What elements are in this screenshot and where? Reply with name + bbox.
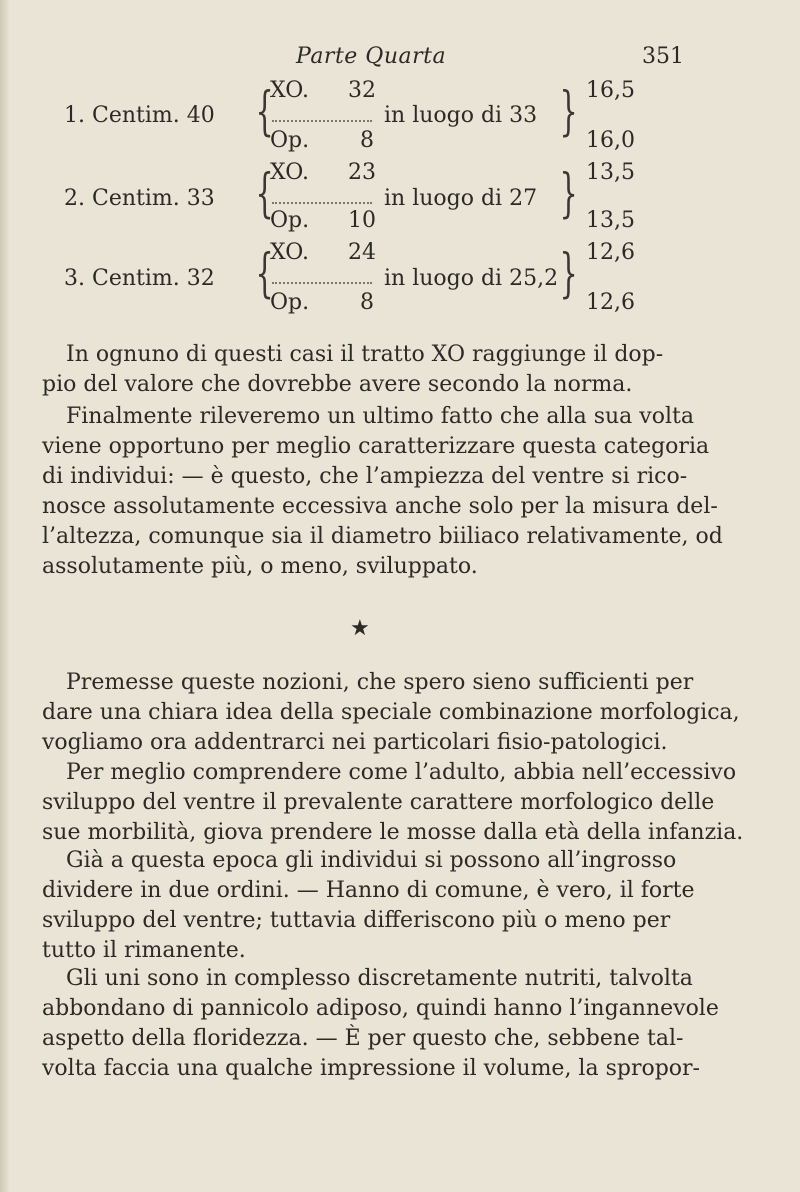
xo-value: 24 [348, 240, 376, 265]
text-line: In ognuno di questi casi il tratto XO raggiunge il dop- [66, 342, 664, 367]
right-value-bottom: 13,5 [586, 208, 635, 233]
paragraph-1 [42, 340, 678, 400]
paragraph-6 [42, 964, 719, 1084]
text-line: Già a questa epoca gli individui si possono all’ingrosso [66, 848, 677, 873]
left-brace: { [255, 164, 274, 224]
text-line: Premesse queste nozioni, che spero sieno sufficienti per [66, 670, 694, 695]
text-line: abbondano di pannicolo adiposo, quindi hanno l’ingannevole [42, 996, 719, 1021]
paragraph-3 [42, 668, 740, 758]
text-line: dividere in due ordini. — Hanno di comune, è vero, il forte [42, 878, 695, 903]
left-brace: { [255, 82, 274, 142]
text-line: pio del valore che dovrebbe avere secondo la norma. [42, 372, 633, 397]
page-binding-edge [0, 0, 10, 1192]
right-value-top: 16,5 [586, 78, 635, 103]
paragraph-4 [42, 758, 744, 848]
text-line: sviluppo del ventre; tuttavia differiscono più o meno per [42, 908, 671, 933]
text-line: vogliamo ora addentrarci nei particolari fisio-patologici. [42, 730, 668, 755]
op-value: 8 [360, 128, 374, 153]
text-line: assolutamente più, o meno, sviluppato. [42, 554, 478, 579]
page-number: 351 [642, 44, 684, 69]
right-value-bottom: 12,6 [586, 290, 635, 315]
text-line: sue morbilità, giova prendere le mosse dalla età della infanzia. [42, 820, 744, 845]
op-label: Op. [270, 128, 310, 153]
row-label: 2. Centim. 33 [64, 186, 215, 211]
right-brace: } [559, 164, 578, 224]
right-brace: } [559, 82, 578, 142]
right-value-bottom: 16,0 [586, 128, 635, 153]
xo-value: 32 [348, 78, 376, 103]
text-line: dare una chiara idea della speciale combinazione morfologica, [42, 700, 740, 725]
row-label: 3. Centim. 32 [64, 266, 215, 291]
comparison-text: in luogo di 25,2 [384, 266, 559, 291]
paragraph-5 [42, 846, 695, 966]
right-value-top: 12,6 [586, 240, 635, 265]
page-header [0, 44, 800, 74]
right-brace: } [559, 244, 578, 304]
paragraph-2 [42, 402, 723, 582]
text-line: l’altezza, comunque sia il diametro biiliaco relativamente, od [42, 524, 723, 549]
xo-label: XO. [270, 240, 310, 265]
op-value: 8 [360, 290, 374, 315]
text-line: di individui: — è questo, che l’ampiezza del ventre si rico- [42, 464, 688, 489]
text-line: volta faccia una qualche impressione il volume, la spropor- [42, 1056, 700, 1081]
text-line: Finalmente rileveremo un ultimo fatto che alla sua volta [66, 404, 694, 429]
text-line: viene opportuno per meglio caratterizzare questa categoria [42, 434, 710, 459]
text-line: tutto il rimanente. [42, 938, 246, 963]
dot-leader [272, 282, 372, 284]
xo-label: XO. [270, 78, 310, 103]
dot-leader [272, 202, 372, 204]
dot-leader [272, 120, 372, 122]
op-value: 10 [348, 208, 376, 233]
row-label: 1. Centim. 40 [64, 103, 215, 128]
op-label: Op. [270, 208, 310, 233]
left-brace: { [255, 244, 274, 304]
text-line: aspetto della floridezza. — È per questo che, sebbene tal- [42, 1026, 684, 1051]
running-title: Parte Quarta [296, 44, 447, 69]
text-line: Gli uni sono in complesso discretamente nutriti, talvolta [66, 966, 693, 991]
comparison-text: in luogo di 33 [384, 103, 538, 128]
op-label: Op. [270, 290, 310, 315]
text-line: nosce assolutamente eccessiva anche solo per la misura del- [42, 494, 718, 519]
text-line: sviluppo del ventre il prevalente carattere morfologico delle [42, 790, 715, 815]
xo-value: 23 [348, 160, 376, 185]
comparison-text: in luogo di 27 [384, 186, 538, 211]
right-value-top: 13,5 [586, 160, 635, 185]
text-line: Per meglio comprendere come l’adulto, abbia nell’eccessivo [66, 760, 737, 785]
xo-label: XO. [270, 160, 310, 185]
section-separator-star: ★ [350, 616, 370, 641]
